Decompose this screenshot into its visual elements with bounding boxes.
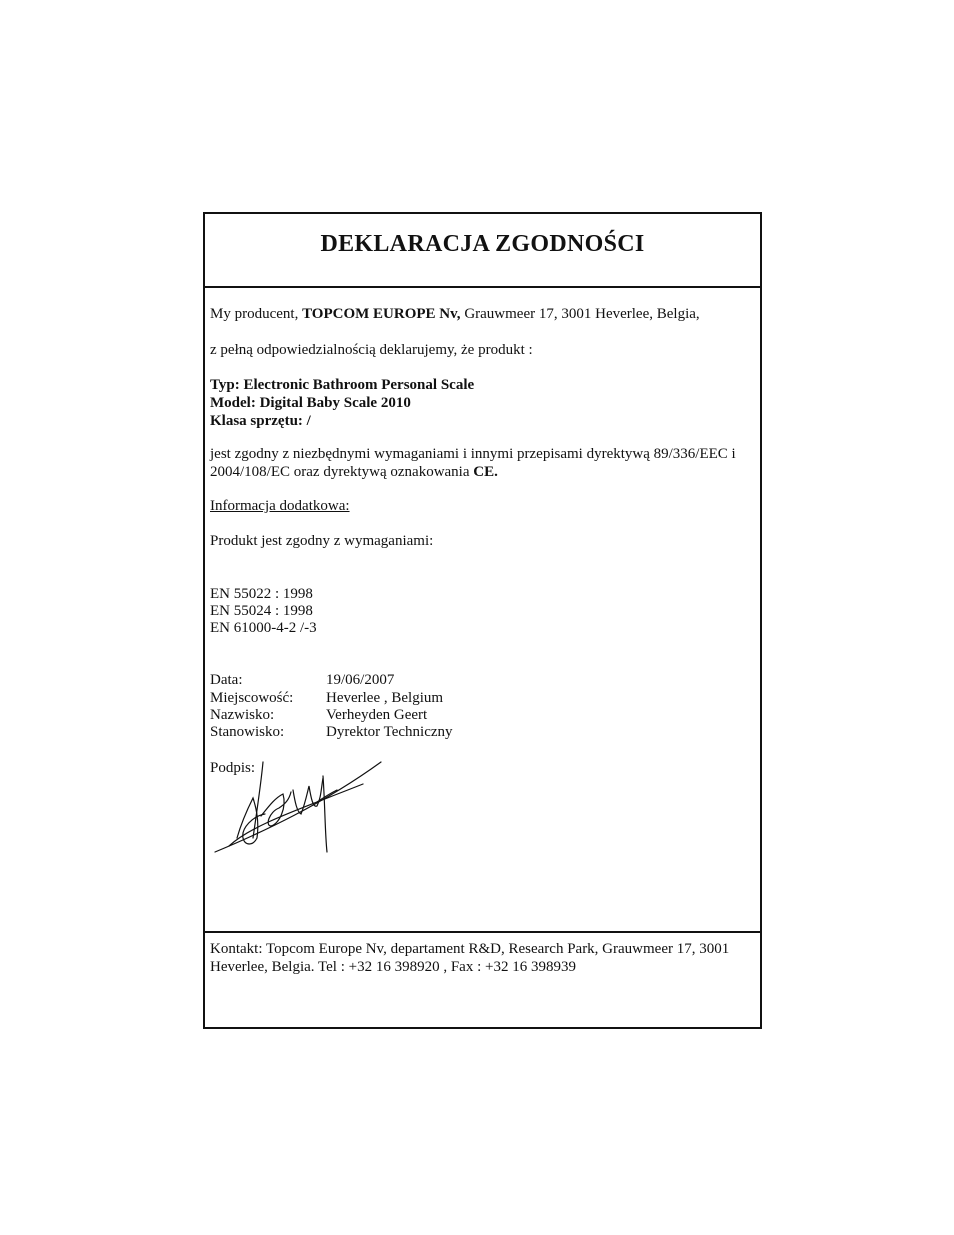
producer-prefix: My producent, [210,306,299,322]
detail-value: Dyrektor Techniczny [326,724,453,740]
contact-line-2: Heverlee, Belgia. Tel : +32 16 398920 , Fax : +32 16 398939 [210,959,576,975]
contact-box [205,931,760,1029]
compliance-text: 2004/108/EC oraz dyrektywą oznakowania [210,464,470,480]
detail-label: Miejscowość: [210,690,294,706]
product-class: Klasa sprzętu: / [210,413,311,429]
contact-line-1: Kontakt: Topcom Europe Nv, departament R&D, Research Park, Grauwmeer 17, 3001 [210,941,730,957]
signature-label: Podpis: [210,760,256,776]
standard-item: EN 61000-4-2 /-3 [210,620,317,636]
producer-address: Grauwmeer 17, 3001 Heverlee, Belgia, [464,306,700,322]
detail-value: 19/06/2007 [326,672,395,688]
producer-line [210,306,700,323]
detail-row-place [210,690,443,707]
handwritten-signature [213,754,393,864]
ce-mark: CE. [473,464,498,480]
product-model: Model: Digital Baby Scale 2010 [210,395,411,411]
producer-company: TOPCOM EUROPE Nv, [302,306,461,322]
detail-row-position [210,724,453,741]
detail-value: Verheyden Geert [326,707,428,723]
detail-row-name [210,707,427,724]
document-title: DEKLARACJA ZGODNOŚCI [320,231,645,257]
compliance-line-2 [210,464,498,481]
standards-intro: Produkt jest zgodny z wymaganiami: [210,533,434,549]
declaration-intro: z pełną odpowiedzialnością deklarujemy, że produkt : [210,342,533,358]
detail-label: Stanowisko: [210,724,285,740]
detail-label: Data: [210,672,243,688]
detail-row-date [210,672,394,689]
title-box [205,214,760,288]
product-type: Typ: Electronic Bathroom Personal Scale [210,377,475,393]
detail-value: Heverlee , Belgium [326,690,444,706]
standard-item: EN 55024 : 1998 [210,603,313,619]
detail-label: Nazwisko: [210,707,275,723]
additional-info-heading: Informacja dodatkowa: [210,498,350,514]
standard-item: EN 55022 : 1998 [210,586,313,602]
declaration-frame [203,212,762,1029]
compliance-line-1: jest zgodny z niezbędnymi wymaganiami i innymi przepisami dyrektywą 89/336/EEC i [210,446,736,462]
